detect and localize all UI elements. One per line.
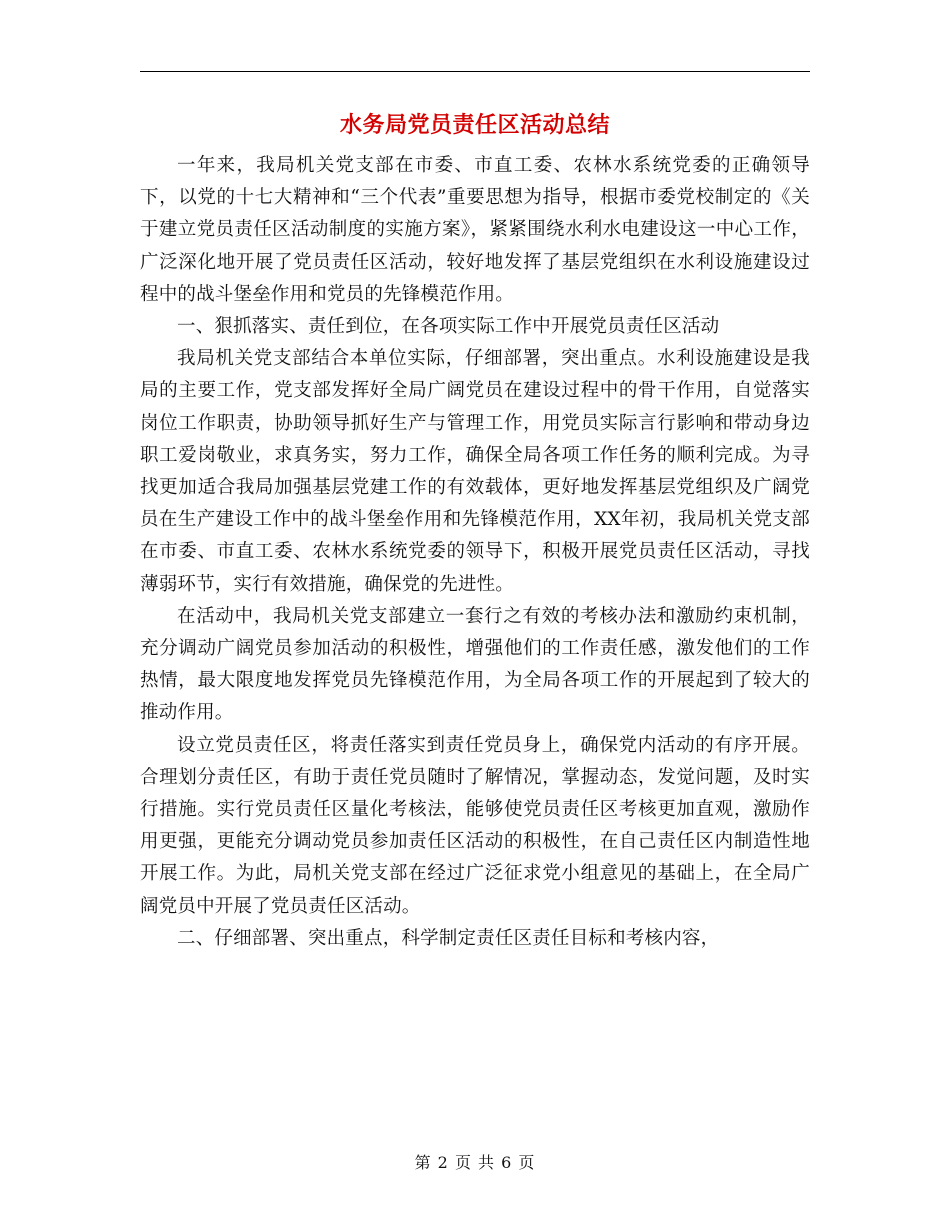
- document-title: 水务局党员责任区活动总结: [339, 112, 610, 138]
- document-body: [140, 150, 810, 955]
- page-number-footer: 第 2 页 共 6 页: [414, 1153, 536, 1172]
- header-rule: [140, 71, 810, 72]
- section-heading-2: 二、仔细部署、突出重点，科学制定责任区责任目标和考核内容，: [177, 927, 720, 949]
- paragraph: 设立党员责任区，将责任落实到责任党员身上，确保党内活动的有序开展。合理划分责任区，有助于责任党员随时了解情况，掌握动态，发觉问题，及时实行措施。实行党员责任区量化考核法，能够使党员责任区考核更加直观，激励作用更强，更能充分调动党员参加责任区活动的积极性，在自己责任区内制造性地开展工作。为此，局机关党支部在经过广泛征求党小组意见的基础上，在全局广阔党员中开展了党员责任区活动。: [140, 734, 810, 917]
- paragraph: 在活动中，我局机关党支部建立一套行之有效的考核办法和激励约束机制，充分调动广阔党员参加活动的积极性，增强他们的工作责任感，激发他们的工作热情，最大限度地发挥党员先锋模范作用，为全局各项工作的开展起到了较大的推动作用。: [140, 605, 810, 724]
- section-heading-1: 一、狠抓落实、责任到位，在各项实际工作中开展党员责任区活动: [177, 316, 720, 338]
- paragraph-intro: 一年来，我局机关党支部在市委、市直工委、农林水系统党委的正确领导下，以党的十七大精神和“三个代表”重要思想为指导，根据市委党校制定的《关于建立党员责任区活动制度的实施方案》，紧紧围绕水利水电建设这一中心工作，广泛深化地开展了党员责任区活动，较好地发挥了基层党组织在水利设施建设过程中的战斗堡垒作用和党员的先锋模范作用。: [140, 155, 810, 305]
- paragraph: 我局机关党支部结合本单位实际，仔细部署，突出重点。水利设施建设是我局的主要工作，党支部发挥好全局广阔党员在建设过程中的骨干作用，自觉落实岗位工作职责，协助领导抓好生产与管理工作，用党员实际言行影响和带动身边职工爱岗敬业，求真务实，努力工作，确保全局各项工作任务的顺利完成。为寻找更加适合我局加强基层党建工作的有效载体，更好地发挥基层党组织及广阔党员在生产建设工作中的战斗堡垒作用和先锋模范作用，XX年初，我局机关党支部在市委、市直工委、农林水系统党委的领导下，积极开展党员责任区活动，寻找薄弱环节，实行有效措施，确保党的先进性。: [140, 348, 810, 595]
